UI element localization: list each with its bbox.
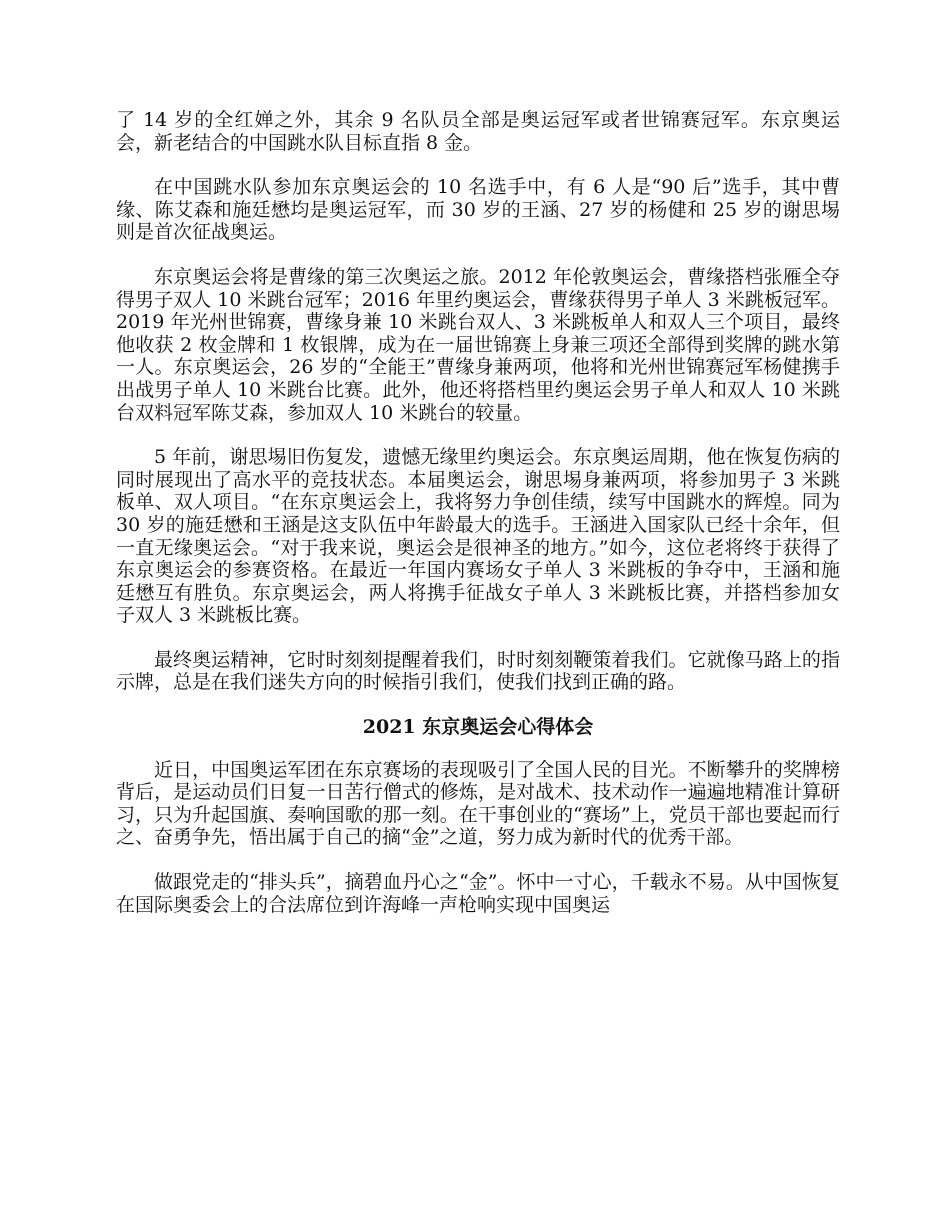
paragraph-3: 东京奥运会将是曹缘的第三次奥运之旅。2012 年伦敦奥运会，曹缘搭档张雁全夺得男子双人 10 米跳台冠军；2016 年里约奥运会，曹缘获得男子单人 3 米跳板冠军。2019 年光州世锦赛，曹缘身兼 10 米跳台双人、3 米跳板单人和双人三个项目，最终他收获 2 枚金牌和 1 枚银牌，成为在一届世锦赛上身兼三项还全部得到奖牌的跳水第一人。东京奥运会，26 岁的“全能王”曹缘身兼两项，他将和光州世锦赛冠军杨健携手出战男子单人 10 米跳台比赛。此外，他还将搭档里约奥运会男子单人和双人 10 米跳台双料冠军陈艾森，参加双人 10 米跳台的较量。 <box>116 265 840 424</box>
section-heading: 2021 东京奥运会心得体会 <box>362 716 594 739</box>
document-page <box>116 109 840 938</box>
paragraph-7: 做跟党走的“排头兵”，摘碧血丹心之“金”。怀中一寸心，千载永不易。从中国恢复在国际奥委会上的合法席位到许海峰一声枪响实现中国奥运 <box>116 871 840 916</box>
paragraph-5: 最终奥运精神，它时时刻刻提醒着我们，时时刻刻鞭策着我们。它就像马路上的指示牌，总是在我们迷失方向的时候指引我们，使我们找到正确的路。 <box>116 648 840 694</box>
paragraph-1: 了 14 岁的全红婵之外，其余 9 名队员全部是奥运冠军或者世锦赛冠军。东京奥运会，新老结合的中国跳水队目标直指 8 金。 <box>116 109 840 154</box>
paragraph-6: 近日，中国奥运军团在东京赛场的表现吸引了全国人民的目光。不断攀升的奖牌榜背后，是运动员们日复一日苦行僧式的修炼，是对战术、技术动作一遍遍地精准计算研习，只为升起国旗、奏响国歌的那一刻。在干事创业的“赛场”上，党员干部也要起而行之、奋勇争先，悟出属于自己的摘“金”之道，努力成为新时代的优秀干部。 <box>116 758 840 849</box>
paragraph-4: 5 年前，谢思埸旧伤复发，遗憾无缘里约奥运会。东京奥运周期，他在恢复伤病的同时展现出了高水平的竞技状态。本届奥运会，谢思埸身兼两项，将参加男子 3 米跳板单、双人项目。“在东京奥运会上，我将努力争创佳绩，续写中国跳水的辉煌。同为 30 岁的施廷懋和王涵是这支队伍中年龄最大的选手。王涵进入国家队已经十余年，但一直无缘奥运会。“对于我来说，奥运会是很神圣的地方。”如今，这位老将终于获得了东京奥运会的参赛资格。在最近一年国内赛场女子单人 3 米跳板的争夺中，王涵和施廷懋互有胜负。东京奥运会，两人将携手征战女子单人 3 米跳板比赛，并搭档参加女子双人 3 米跳板比赛。 <box>116 446 840 627</box>
paragraph-2: 在中国跳水队参加东京奥运会的 10 名选手中，有 6 人是“90 后”选手，其中曹缘、陈艾森和施廷懋均是奥运冠军，而 30 岁的王涵、27 岁的杨健和 25 岁的谢思埸则是首次征战奥运。 <box>116 176 840 244</box>
